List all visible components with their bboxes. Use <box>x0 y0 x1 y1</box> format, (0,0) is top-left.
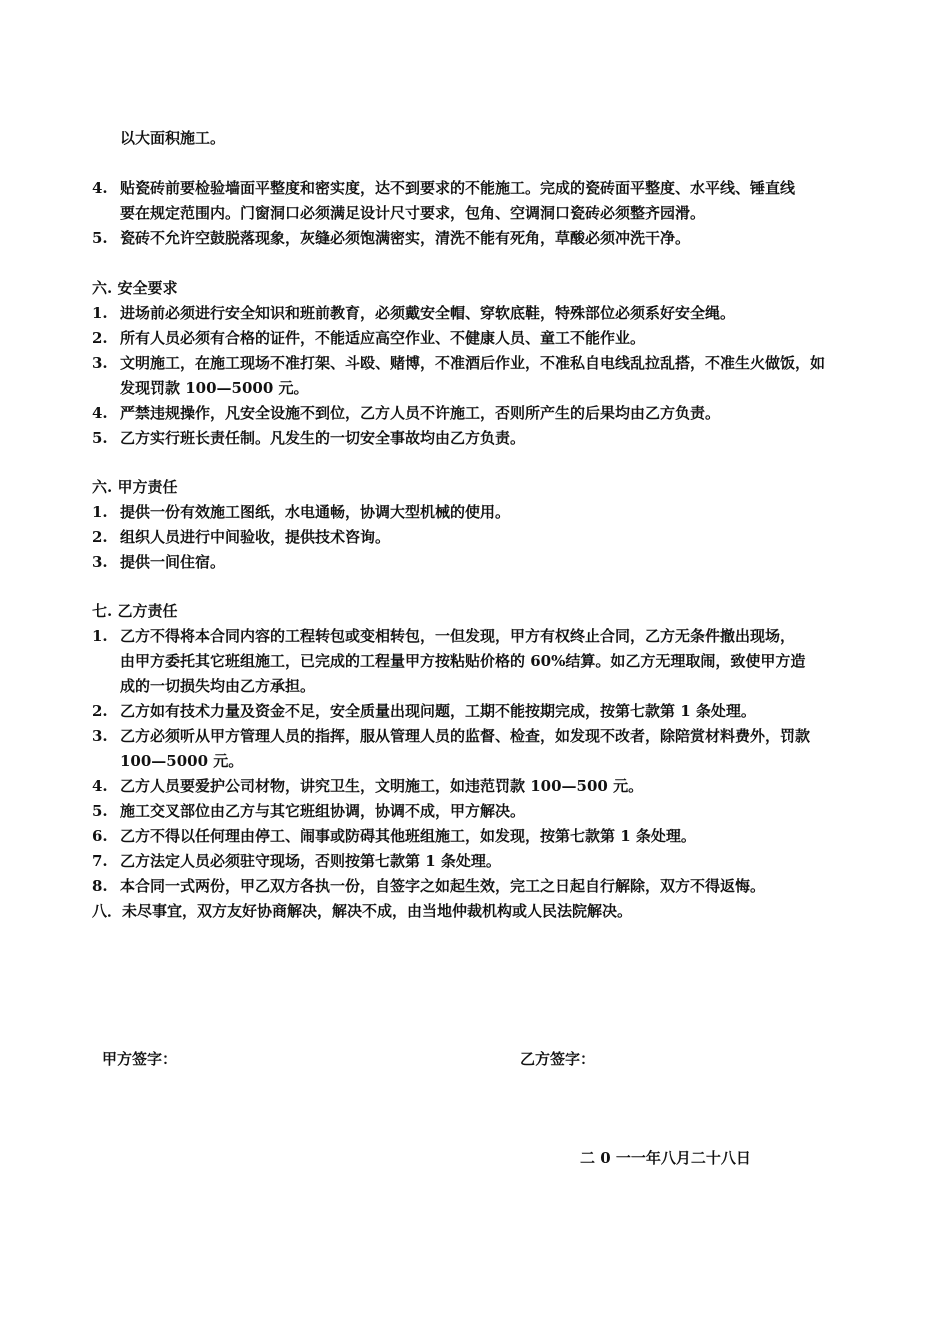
safety-item-5: 5. 乙方实行班长责任制。凡发生的一切安全事故均由乙方负责。 <box>92 429 526 447</box>
party-b-item-1-line-2: 由甲方委托其它班组施工，已完成的工程量甲方按粘贴价格的 60%结算。如乙方无理取闹，致使甲方造 <box>120 652 806 670</box>
party-b-item-1-line-1: 1. 乙方不得将本合同内容的工程转包或变相转包，一但发现，甲方有权终止合同，乙方无条件撤出现场， <box>92 627 796 645</box>
party-b-item-3-line-2: 100—5000 元。 <box>120 752 244 770</box>
party-b-item-6: 6. 乙方不得以任何理由停工、闹事或防碍其他班组施工，如发现，按第七款第 1 条处理。 <box>92 827 696 845</box>
party-a-item-1: 1. 提供一份有效施工图纸，水电通畅，协调大型机械的使用。 <box>92 503 511 521</box>
party-b-item-3-line-1: 3. 乙方必须听从甲方管理人员的指挥，服从管理人员的监督、检查，如发现不改者，除陪赏材料费外，罚款 <box>92 727 811 745</box>
party-a-item-2: 2. 组织人员进行中间验收，提供技术咨询。 <box>92 528 391 546</box>
safety-item-1: 1. 进场前必须进行安全知识和班前教育，必须戴安全帽、穿软底鞋，特殊部位必须系好安全绳。 <box>92 304 736 322</box>
party-b-item-4: 4. 乙方人员要爱护公司材物，讲究卫生，文明施工，如违范罚款 100—500 元。 <box>92 777 644 795</box>
section-heading-safety: 六. 安全要求 <box>92 279 178 297</box>
party-a-signature-label: 甲方签字： <box>102 1050 178 1068</box>
clause-4-line-1: 4. 贴瓷砖前要检验墙面平整度和密实度，达不到要求的不能施工。完成的瓷砖面平整度、水平线、锤直线 <box>92 179 796 197</box>
safety-item-4: 4. 严禁违规操作，凡安全设施不到位，乙方人员不许施工，否则所产生的后果均由乙方负责。 <box>92 404 721 422</box>
party-b-item-8: 8. 本合同一式两份，甲乙双方各执一份，自签字之如起生效，完工之日起自行解除，双方不得返悔。 <box>92 877 766 895</box>
section-heading-party-b: 七. 乙方责任 <box>92 602 178 620</box>
intro-continuation: 以大面积施工。 <box>120 129 226 147</box>
party-b-item-5: 5. 施工交叉部位由乙方与其它班组协调，协调不成，甲方解决。 <box>92 802 526 820</box>
party-b-item-1-line-3: 成的一切损失均由乙方承担。 <box>120 677 316 695</box>
clause-4-line-2: 要在规定范围内。门窗洞口必须满足设计尺寸要求，包角、空调洞口瓷砖必须整齐园滑。 <box>120 204 706 222</box>
section-heading-party-a: 六. 甲方责任 <box>92 478 178 496</box>
safety-item-3-line-1: 3. 文明施工，在施工现场不准打架、斗殴、赌博，不准酒后作业，不准私自电线乱拉乱搭，不准生火做饭，如 <box>92 354 826 372</box>
party-b-item-2: 2. 乙方如有技术力量及资金不足，安全质量出现问题，工期不能按期完成，按第七款第 1 条处理。 <box>92 702 756 720</box>
signing-date: 二 0 一一年八月二十八日 <box>580 1149 751 1167</box>
party-a-item-3: 3. 提供一间住宿。 <box>92 553 226 571</box>
safety-item-3-line-2: 发现罚款 100—5000 元。 <box>120 379 309 397</box>
final-clause: 八．未尽事宜，双方友好协商解决，解决不成，由当地仲裁机构或人民法院解决。 <box>92 902 633 920</box>
party-b-signature-label: 乙方签字： <box>520 1050 596 1068</box>
clause-5-line-1: 5. 瓷砖不允许空鼓脱落现象，灰缝必须饱满密实，清洗不能有死角，草酸必须冲洗干净。 <box>92 229 691 247</box>
safety-item-2: 2. 所有人员必须有合格的证件，不能适应高空作业、不健康人员、童工不能作业。 <box>92 329 646 347</box>
party-b-item-7: 7. 乙方法定人员必须驻守现场，否则按第七款第 1 条处理。 <box>92 852 501 870</box>
